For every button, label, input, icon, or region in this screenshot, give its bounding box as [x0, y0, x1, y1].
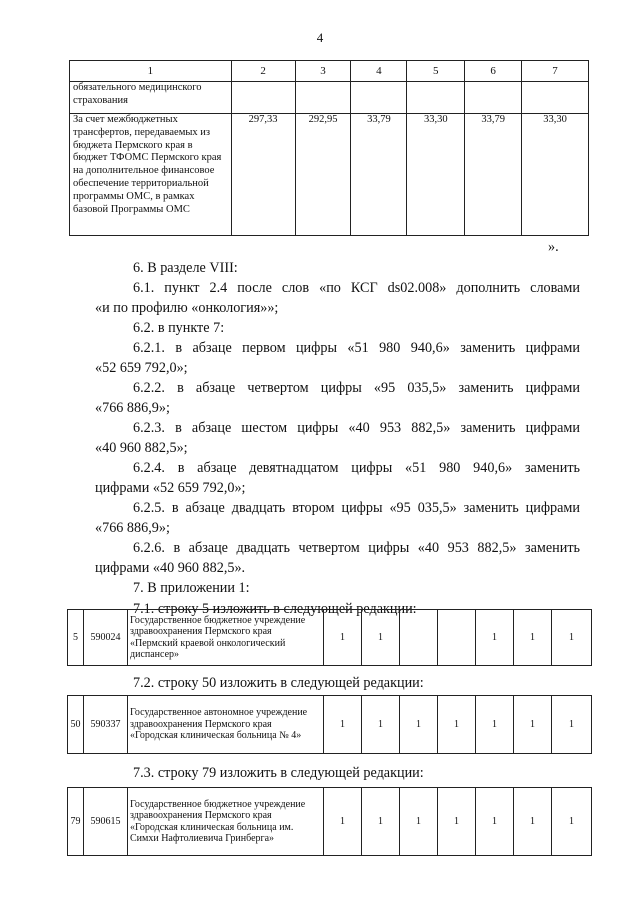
table-cell: 33,79	[351, 114, 407, 236]
org-code: 590024	[84, 610, 128, 666]
org-code: 590337	[84, 696, 128, 754]
paragraph-6-2-5-cont: «766 886,9»;	[95, 520, 170, 536]
paragraph-6-2: 6.2. в пункте 7:	[133, 320, 225, 336]
table-cell: 1	[438, 788, 476, 856]
paragraph-6-1-cont: «и по профилю «онкология»»;	[95, 300, 279, 316]
paragraph-6-2-6-cont: цифрами «40 960 882,5».	[95, 560, 246, 576]
org-name: Государственное бюджетное учреждение здравоохранения Пермского края «Городская клиническая больница им. Симхи Нафтолиевича Гринберга»	[128, 788, 324, 856]
column-header: 1	[70, 61, 232, 82]
page-number: 4	[316, 30, 324, 45]
table-row	[68, 788, 592, 856]
table-cell: 33,30	[407, 114, 465, 236]
table-cell: 1	[476, 696, 514, 754]
org-name: Государственное бюджетное учреждение здравоохранения Пермского края «Пермский краевой онкологический диспансер»	[128, 610, 324, 666]
table-row	[68, 610, 592, 666]
appendix-row-50-table	[67, 695, 592, 754]
table-row	[70, 114, 589, 236]
table-cell: 1	[362, 696, 400, 754]
paragraph-6-2-3: 6.2.3. в абзаце шестом цифры «40 953 882,5» заменить цифрами	[133, 420, 580, 436]
table-cell: 1	[400, 696, 438, 754]
paragraph-6-2-4-cont: цифрами «52 659 792,0»;	[95, 480, 246, 496]
table-cell: 33,30	[522, 114, 589, 236]
table-cell	[400, 610, 438, 666]
column-header: 7	[522, 61, 589, 82]
row-number: 79	[68, 788, 84, 856]
table-row	[70, 82, 589, 114]
paragraph-7-2: 7.2. строку 50 изложить в следующей редакции:	[133, 675, 424, 691]
table-cell: 1	[552, 610, 592, 666]
paragraph-6-1: 6.1. пункт 2.4 после слов «по КСГ ds02.008» дополнить словами	[133, 280, 580, 296]
table-cell: 1	[552, 696, 592, 754]
table-cell: 1	[362, 610, 400, 666]
row-number: 5	[68, 610, 84, 666]
table-cell: 1	[324, 788, 362, 856]
table-cell: 1	[514, 610, 552, 666]
paragraph-6-2-6: 6.2.6. в абзаце двадцать четвертом цифры «40 953 882,5» заменить	[133, 540, 580, 556]
closing-quote: ».	[548, 239, 559, 255]
paragraph-7-1: 7.1. строку 5 изложить в следующей редакции:	[133, 601, 417, 617]
table-cell: 1	[514, 696, 552, 754]
appendix-row-79-table	[67, 787, 592, 856]
paragraph-6-2-2: 6.2.2. в абзаце четвертом цифры «95 035,5» заменить цифрами	[133, 380, 580, 396]
paragraph-7-3: 7.3. строку 79 изложить в следующей редакции:	[133, 765, 424, 781]
table-cell: 1	[324, 696, 362, 754]
column-header: 5	[407, 61, 465, 82]
table-cell: 1	[438, 696, 476, 754]
paragraph-6-2-4: 6.2.4. в абзаце девятнадцатом цифры «51 980 940,6» заменить	[133, 460, 580, 476]
row-label: обязательного медицинского страхования	[70, 82, 232, 114]
paragraph-6-2-3-cont: «40 960 882,5»;	[95, 440, 188, 456]
table-cell: 1	[362, 788, 400, 856]
paragraph-6-2-2-cont: «766 886,9»;	[95, 400, 170, 416]
table-cell: 1	[324, 610, 362, 666]
section-6-heading: 6. В разделе VIII:	[133, 260, 238, 276]
column-header: 3	[295, 61, 351, 82]
table-row	[68, 696, 592, 754]
paragraph-6-2-1-cont: «52 659 792,0»;	[95, 360, 188, 376]
org-code: 590615	[84, 788, 128, 856]
table-cell: 1	[476, 788, 514, 856]
table-cell: 297,33	[231, 114, 295, 236]
table-cell: 33,79	[465, 114, 522, 236]
column-header: 4	[351, 61, 407, 82]
table-cell: 1	[552, 788, 592, 856]
paragraph-6-2-5: 6.2.5. в абзаце двадцать втором цифры «95 035,5» заменить цифрами	[133, 500, 580, 516]
table-cell: 292,95	[295, 114, 351, 236]
paragraph-6-2-1: 6.2.1. в абзаце первом цифры «51 980 940,6» заменить цифрами	[133, 340, 580, 356]
org-name: Государственное автономное учреждение здравоохранения Пермского края «Городская клиническая больница № 4»	[128, 696, 324, 754]
row-label: За счет межбюджетных трансфертов, передаваемых из бюджета Пермского края в бюджет ТФОМС Пермского края на дополнительное финансовое обеспечение территориальной программы ОМС, в рамках базовой Программы ОМС	[70, 114, 232, 236]
section-7-heading: 7. В приложении 1:	[133, 580, 250, 596]
financing-table	[69, 60, 589, 236]
column-header: 6	[465, 61, 522, 82]
table-header-row	[70, 61, 589, 82]
appendix-row-5-table	[67, 609, 592, 666]
table-cell	[438, 610, 476, 666]
table-cell: 1	[514, 788, 552, 856]
column-header: 2	[231, 61, 295, 82]
table-cell: 1	[400, 788, 438, 856]
table-cell: 1	[476, 610, 514, 666]
row-number: 50	[68, 696, 84, 754]
